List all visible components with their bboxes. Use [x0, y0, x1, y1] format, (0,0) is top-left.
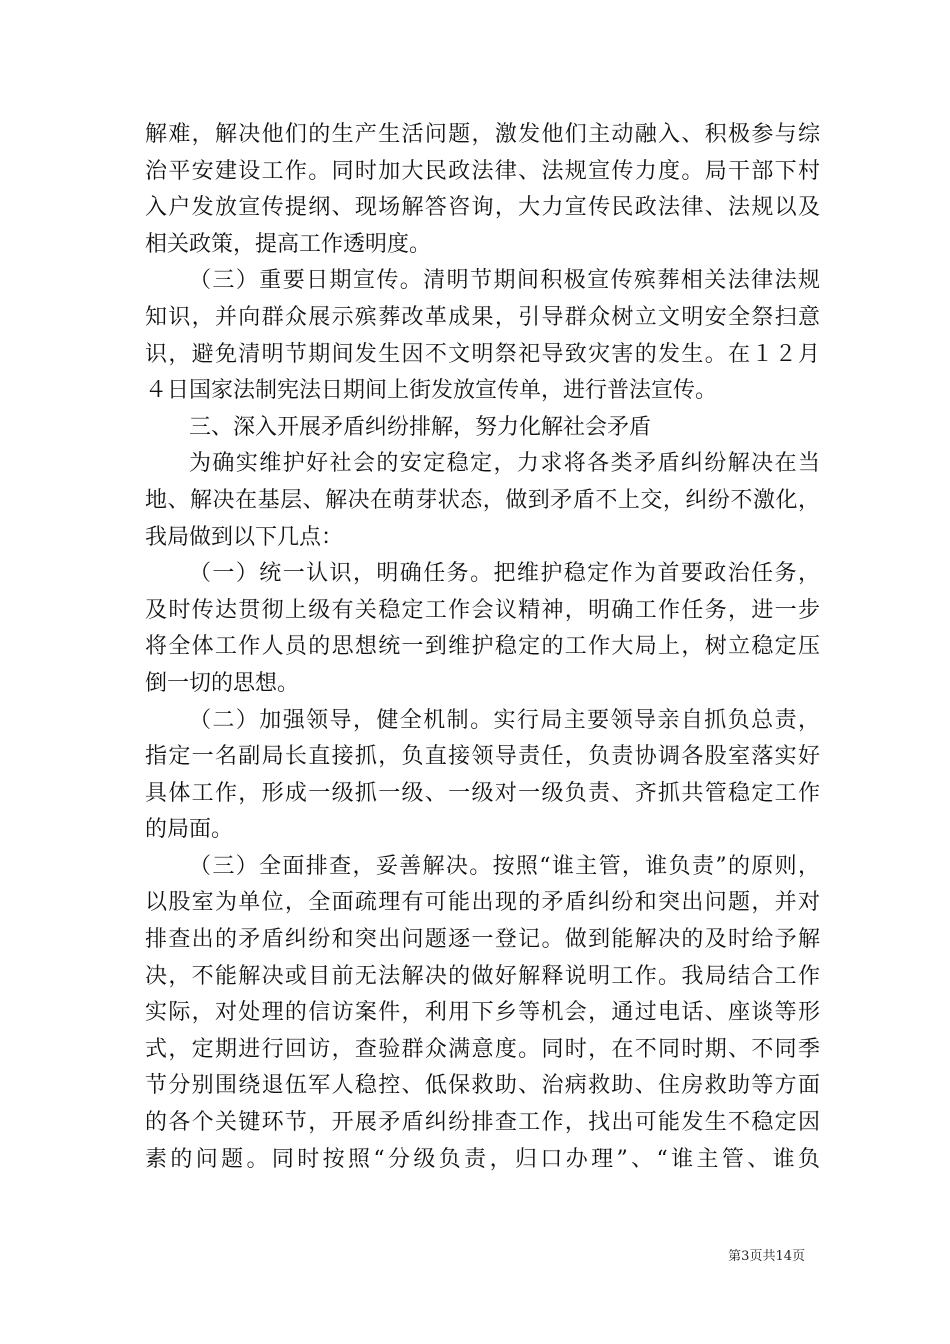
text-line: ４日国家法制宪法日期间上街发放宣传单，进行普法宣传。 [145, 378, 718, 404]
text-line: 为确实维护好社会的安定稳定，力求将各类矛盾纠纷解决在当 [189, 451, 820, 477]
text-line: 地、解决在基层、解决在萌芽状态，做到矛盾不上交，纠纷不激化， [145, 487, 820, 513]
document-body [145, 117, 820, 1178]
text-line: 排查出的矛盾纠纷和突出问题逐一登记。做到能解决的及时给予解 [145, 927, 820, 953]
text-line: 我局做到以下几点： [145, 524, 344, 550]
text-line: （二）加强领导，健全机制。实行局主要领导亲自抓负总责， [189, 707, 820, 733]
text-line: 式，定期进行回访，查验群众满意度。同时，在不同时期、不同季 [145, 1036, 820, 1062]
text-line: （一）统一认识，明确任务。把维护稳定作为首要政治任务， [189, 561, 820, 587]
text-line: 以股室为单位，全面疏理有可能出现的矛盾纠纷和突出问题，并对 [145, 890, 820, 916]
page-number: 第3页共14页 [728, 1249, 805, 1264]
text-line: 节分别围绕退伍军人稳控、低保救助、治病救助、住房救助等方面 [145, 1073, 820, 1099]
text-line: 三、深入开展矛盾纠纷排解，努力化解社会矛盾 [189, 414, 652, 440]
text-line: 及时传达贯彻上级有关稳定工作会议精神，明确工作任务，进一步 [145, 597, 820, 623]
text-line: 知识，并向群众展示殡葬改革成果，引导群众树立文明安全祭扫意 [145, 304, 820, 330]
text-line: 识，避免清明节期间发生因不文明祭祀导致灾害的发生。在１２月 [145, 341, 820, 367]
text-line: （三）重要日期宣传。清明节期间积极宣传殡葬相关法律法规 [189, 268, 820, 294]
text-line: 倒一切的思想。 [145, 670, 300, 696]
text-line: 将全体工作人员的思想统一到维护稳定的工作大局上，树立稳定压 [145, 634, 820, 660]
text-line: 治平安建设工作。同时加大民政法律、法规宣传力度。局干部下村 [145, 158, 820, 184]
text-line: （三）全面排查，妥善解决。按照“谁主管，谁负责”的原则， [189, 853, 820, 879]
text-line: 相关政策，提高工作透明度。 [145, 231, 432, 257]
text-line: 入户发放宣传提纲、现场解答咨询，大力宣传民政法律、法规以及 [145, 195, 820, 221]
text-line: 解难，解决他们的生产生活问题，激发他们主动融入、积极参与综 [145, 122, 820, 147]
text-line: 素的问题。同时按照“分级负责，归口办理”、“谁主管、谁负 [145, 1146, 820, 1172]
text-line: 决，不能解决或目前无法解决的做好解释说明工作。我局结合工作 [145, 963, 820, 989]
text-line: 的各个关键环节，开展矛盾纠纷排查工作，找出可能发生不稳定因 [145, 1110, 820, 1136]
text-line: 指定一名副局长直接抓，负直接领导责任，负责协调各股室落实好 [145, 744, 820, 770]
text-line: 的局面。 [145, 817, 234, 843]
text-line: 具体工作，形成一级抓一级、一级对一级负责、齐抓共管稳定工作 [145, 780, 820, 806]
text-line: 实际，对处理的信访案件，利用下乡等机会，通过电话、座谈等形 [145, 1000, 820, 1026]
